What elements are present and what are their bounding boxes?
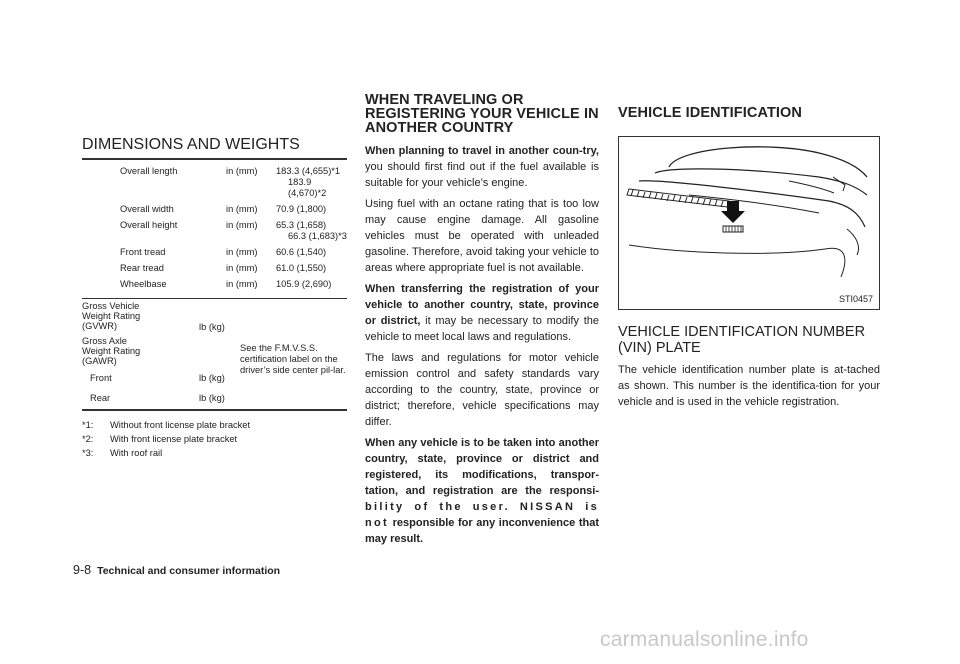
traveling-title-line2: REGISTERING YOUR VEHICLE IN xyxy=(365,106,599,122)
footnote-mark: *2: xyxy=(82,434,94,444)
p3-bold: When transferring the registration of your vehicle to another country, state, province or district, xyxy=(365,283,599,327)
footnote-text: With front license plate bracket xyxy=(110,434,238,444)
dimension-label: Overall length xyxy=(120,166,178,176)
gvwr-label: Gross Vehicle Weight Rating (GVWR) xyxy=(82,301,141,331)
vin-title-line2: (VIN) PLATE xyxy=(618,340,701,356)
p1-bold: When planning to travel in another coun-try, xyxy=(365,145,599,157)
dimension-value: 61.0 (1,550) xyxy=(276,263,327,273)
rear-unit: lb (kg) xyxy=(199,393,225,403)
traveling-section xyxy=(365,93,599,552)
vin-plate-title xyxy=(618,324,880,356)
front-label: Front xyxy=(90,373,112,383)
dimension-label: Overall width xyxy=(120,204,174,214)
dimension-values xyxy=(276,263,347,279)
traveling-title-line1: WHEN TRAVELING OR xyxy=(365,92,524,108)
footnote-mark: *1: xyxy=(82,420,94,430)
dimension-value: 66.3 (1,683)*3 xyxy=(288,231,347,241)
vehicle-id-title: VEHICLE IDENTIFICATION xyxy=(618,105,802,121)
dimensions-section xyxy=(82,136,347,460)
dimension-row xyxy=(82,279,347,295)
p5-c: responsible for any inconvenience that may result. xyxy=(365,517,599,545)
dimension-row xyxy=(82,247,347,263)
p1-text: you should first find out if the fuel available is suitable for your vehicle’s engine. xyxy=(365,161,599,189)
vin-plate-figure xyxy=(618,136,880,310)
p5-a: When any vehicle is to be taken into another country, state, province or district and registered, its modifications, transpor-tation, and registration are the responsi- xyxy=(365,437,599,497)
dimension-unit: in (mm) xyxy=(226,204,258,214)
traveling-title xyxy=(365,93,599,135)
dimension-value: 105.9 (2,690) xyxy=(276,279,332,289)
dimension-unit: in (mm) xyxy=(226,220,258,230)
certification-note: See the F.M.V.S.S. certification label on the driver’s side center pil-lar. xyxy=(240,343,346,375)
p3-text: it may be necessary to modify the vehicle to meet local laws and regulations. xyxy=(365,315,599,343)
footnote-text: Without front license plate bracket xyxy=(110,420,251,430)
dimensions-title: DIMENSIONS AND WEIGHTS xyxy=(82,136,347,160)
vin-title-line1: VEHICLE IDENTIFICATION NUMBER xyxy=(618,324,866,340)
dimension-value: 65.3 (1,658) xyxy=(276,220,327,230)
paragraph-4: The laws and regulations for motor vehicle emission control and safety standards vary according to the country, state, province or district; therefore, vehicle specifications may differ. xyxy=(365,352,599,428)
footnote-text: With roof rail xyxy=(110,448,163,458)
dimension-row xyxy=(82,220,347,247)
dimension-value: 60.6 (1,540) xyxy=(276,247,327,257)
dimension-label: Overall height xyxy=(120,220,178,230)
dimension-values xyxy=(276,279,347,295)
dimension-unit: in (mm) xyxy=(226,279,258,289)
paragraph-2: Using fuel with an octane rating that is too low may cause engine damage. All gasoline vehicles must be operated with unleaded gasoline. Therefore, avoid taking your vehicle to areas where appropriate fuel is not available. xyxy=(365,198,599,274)
footnote xyxy=(82,432,347,446)
paragraph-3 xyxy=(365,281,599,345)
footnote xyxy=(82,446,347,460)
vin-plate-body: The vehicle identification number plate is at-tached as shown. This number is the identifica-tion for your vehicle and is used in the vehicle registration. xyxy=(618,364,880,408)
dimension-value: 183.9 (4,670)*2 xyxy=(288,177,327,198)
watermark: carmanualsonline.info xyxy=(600,628,809,651)
gawr-label: Gross Axle Weight Rating (GAWR) xyxy=(82,336,141,366)
dimensions-table xyxy=(82,166,347,295)
dimension-unit: in (mm) xyxy=(226,166,258,176)
dimension-values xyxy=(276,247,347,263)
dimension-values xyxy=(276,204,347,220)
vehicle-id-section xyxy=(618,106,880,415)
dimension-label: Front tread xyxy=(120,247,166,257)
dimension-label: Wheelbase xyxy=(120,279,167,289)
dimension-row xyxy=(82,166,347,204)
dimension-row xyxy=(82,263,347,279)
dashboard-illustration xyxy=(619,137,879,309)
footnote-mark: *3: xyxy=(82,448,94,458)
dimension-label: Rear tread xyxy=(120,263,164,273)
p5-b: bility of the user. NISSAN is not xyxy=(365,501,599,529)
rear-label: Rear xyxy=(90,393,111,403)
footnotes xyxy=(82,418,347,460)
dimension-unit: in (mm) xyxy=(226,263,258,273)
front-unit: lb (kg) xyxy=(199,373,225,383)
paragraph-1 xyxy=(365,143,599,191)
page-footer xyxy=(73,563,280,577)
dimension-row xyxy=(82,204,347,220)
page-number: 9-8 xyxy=(73,563,92,577)
footer-title: Technical and consumer information xyxy=(97,565,281,577)
dimension-unit: in (mm) xyxy=(226,247,258,257)
dimension-value: 183.3 (4,655)*1 xyxy=(276,166,341,176)
traveling-title-line3: ANOTHER COUNTRY xyxy=(365,120,514,136)
dimension-values xyxy=(276,220,347,247)
figure-id: STI0457 xyxy=(838,294,873,304)
dimension-value: 70.9 (1,800) xyxy=(276,204,327,214)
footnote xyxy=(82,418,347,432)
weights-block xyxy=(82,298,347,411)
gvwr-unit: lb (kg) xyxy=(199,322,225,332)
dimension-values xyxy=(276,166,347,204)
paragraph-5 xyxy=(365,435,599,547)
